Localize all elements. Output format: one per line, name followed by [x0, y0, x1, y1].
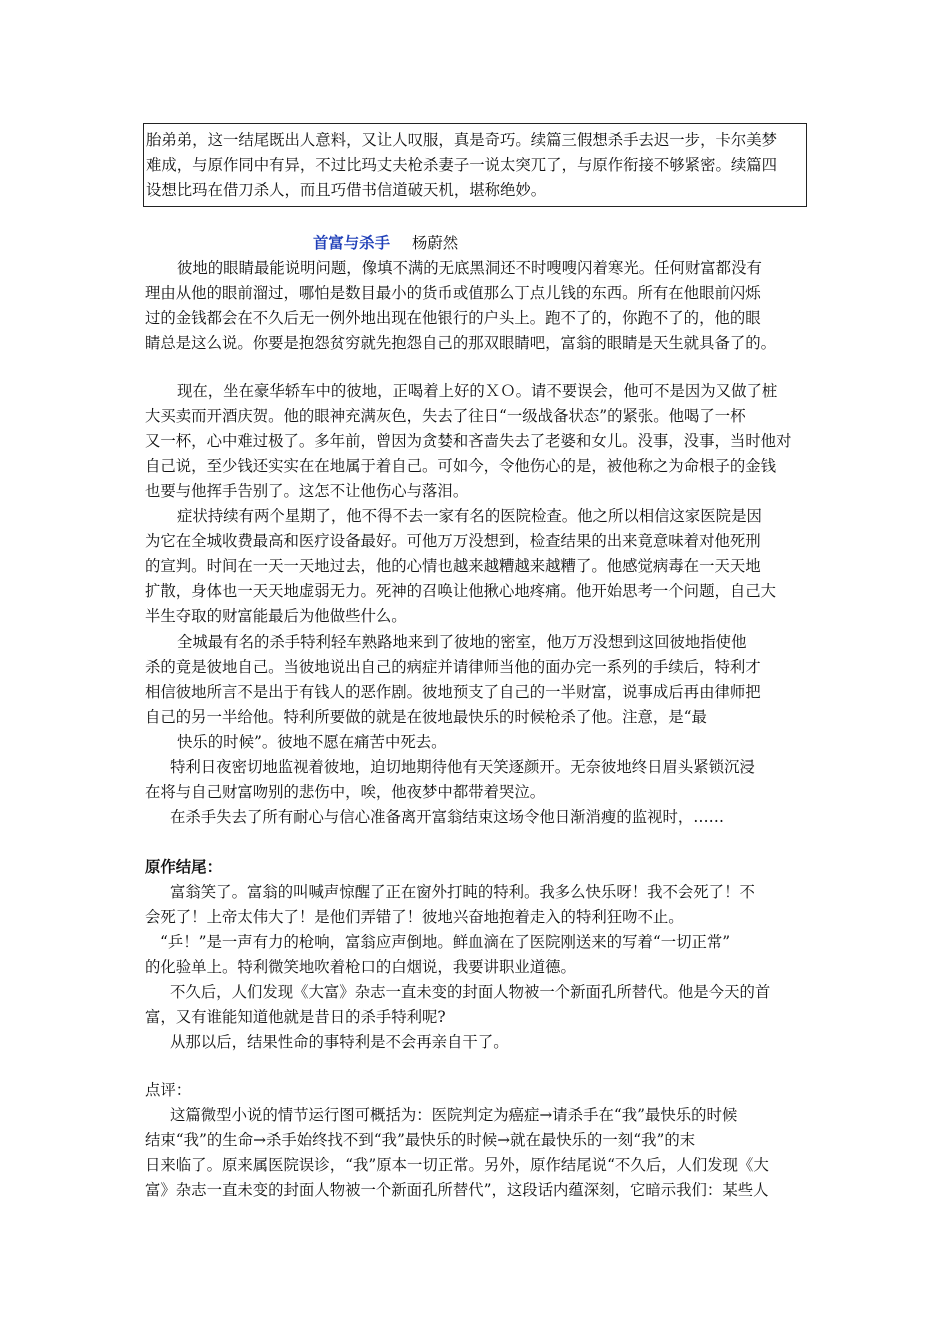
story-line: 扩散，身体也一天天地虚弱无力。死神的召唤让他揪心地疼痛。他开始思考一个问题，自己大 — [145, 582, 777, 600]
ending-line: 的化验单上。特利微笑地吹着枪口的白烟说，我要讲职业道德。 — [145, 958, 576, 976]
story-line: 在将与自己财富吻别的悲伤中，唉，他夜梦中都带着哭泣。 — [145, 783, 546, 801]
story-title — [313, 231, 458, 255]
story-line: 症状持续有两个星期了，他不得不去一家有名的医院检查。他之所以相信这家医院是因 — [177, 507, 762, 525]
story-author: 杨蔚然 — [411, 234, 459, 252]
commentary-line: 日来临了。原来属医院误诊，“我”原本一切正常。另外，原作结尾说“不久后，人们发现《大 — [145, 1156, 769, 1174]
story-line: 在杀手失去了所有耐心与信心准备离开富翁结束这场令他日渐消瘦的监视时，…… — [170, 808, 725, 826]
story-line: 现在，坐在豪华轿车中的彼地，正喝着上好的ＸＯ。请不要误会，他可不是因为又做了桩 — [177, 382, 778, 400]
ending-line: 不久后，人们发现《大富》杂志一直未变的封面人物被一个新面孔所替代。他是今天的首 — [170, 983, 771, 1001]
original-ending-heading: 原作结尾： — [145, 858, 222, 876]
story-line: 大买卖而开酒庆贺。他的眼神充满灰色，失去了往日“一级战备状态”的紧张。他喝了一杯 — [145, 407, 746, 425]
story-line: 理由从他的眼前溜过，哪怕是数目最小的货币或值那么丁点儿钱的东西。所有在他眼前闪烁 — [145, 284, 761, 302]
story-line: 也要与他挥手告别了。这怎不让他伤心与落泪。 — [145, 482, 469, 500]
review-box — [143, 123, 807, 207]
story-line: 睛总是这么说。你要是抱怨贫穷就先抱怨自己的那双眼睛吧，富翁的眼睛是天生就具备了的。 — [145, 334, 777, 352]
story-line: 过的金钱都会在不久后无一例外地出现在他银行的户头上。跑不了的，你跑不了的，他的眼 — [145, 309, 761, 327]
ending-line: “乒！”是一声有力的枪响，富翁应声倒地。鲜血滴在了医院刚送来的写着“一切正常” — [160, 933, 731, 951]
review-line: 胎弟弟，这一结尾既出人意料，又让人叹服，真是奇巧。续篇三假想杀手去迟一步，卡尔美梦 — [146, 131, 778, 149]
commentary-line: 结束“我”的生命→杀手始终找不到“我”最快乐的时候→就在最快乐的一刻“我”的末 — [145, 1131, 696, 1149]
ending-line: 会死了！上帝太伟大了！是他们弄错了！彼地兴奋地抱着走入的特利狂吻不止。 — [145, 908, 684, 926]
story-line: 为它在全城收费最高和医疗设备最好。可他万万没想到，检查结果的出来竟意味着对他死刑 — [145, 532, 761, 550]
story-line: 杀的竟是彼地自己。当彼地说出自己的病症并请律师当他的面办完一系列的手续后，特利才 — [145, 658, 761, 676]
ending-line: 从那以后，结果性命的事特利是不会再亲自干了。 — [170, 1033, 509, 1051]
review-line: 设想比玛在借刀杀人，而且巧借书信道破天机，堪称绝妙。 — [146, 181, 547, 199]
story-line: 相信彼地所言不是出于有钱人的恶作剧。彼地预支了自己的一半财富，说事成后再由律师把 — [145, 683, 761, 701]
commentary-heading: 点评： — [145, 1081, 192, 1099]
story-title-text: 首富与杀手 — [313, 234, 390, 252]
story-line: 又一杯，心中难过极了。多年前，曾因为贪婪和吝啬失去了老婆和女儿。没事，没事，当时他对 — [145, 432, 792, 450]
story-line: 半生夺取的财富能最后为他做些什么。 — [145, 607, 407, 625]
review-line: 难成，与原作同中有异，不过比玛丈夫枪杀妻子一说太突兀了，与原作衔接不够紧密。续篇四 — [146, 156, 778, 174]
story-line: 特利日夜密切地监视着彼地，迫切地期待他有天笑逐颜开。无奈彼地终日眉头紧锁沉浸 — [170, 758, 755, 776]
ending-line: 富翁笑了。富翁的叫喊声惊醒了正在窗外打盹的特利。我多么快乐呀！我不会死了！不 — [170, 883, 755, 901]
story-line: 自己的另一半给他。特利所要做的就是在彼地最快乐的时候枪杀了他。注意，是“最 — [145, 708, 707, 726]
story-line: 彼地的眼睛最能说明问题，像填不满的无底黑洞还不时嗖嗖闪着寒光。任何财富都没有 — [177, 259, 762, 277]
commentary-line: 这篇微型小说的情节运行图可概括为：医院判定为癌症→请杀手在“我”最快乐的时候 — [170, 1106, 738, 1124]
ending-line: 富，又有谁能知道他就是昔日的杀手特利呢? — [145, 1008, 446, 1026]
commentary-line: 富》杂志一直未变的封面人物被一个新面孔所替代”，这段话内蕴深刻，它暗示我们：某些人 — [145, 1181, 769, 1199]
story-line: 全城最有名的杀手特利轻车熟路地来到了彼地的密室，他万万没想到这回彼地指使他 — [177, 633, 747, 651]
story-line: 自己说，至少钱还实实在在地属于着自己。可如今，令他伤心的是，被他称之为命根子的金钱 — [145, 457, 777, 475]
story-line: 快乐的时候”。彼地不愿在痛苦中死去。 — [177, 733, 447, 751]
story-line: 的宣判。时间在一天一天地过去，他的心情也越来越糟越来越糟了。他感觉病毒在一天天地 — [145, 557, 761, 575]
